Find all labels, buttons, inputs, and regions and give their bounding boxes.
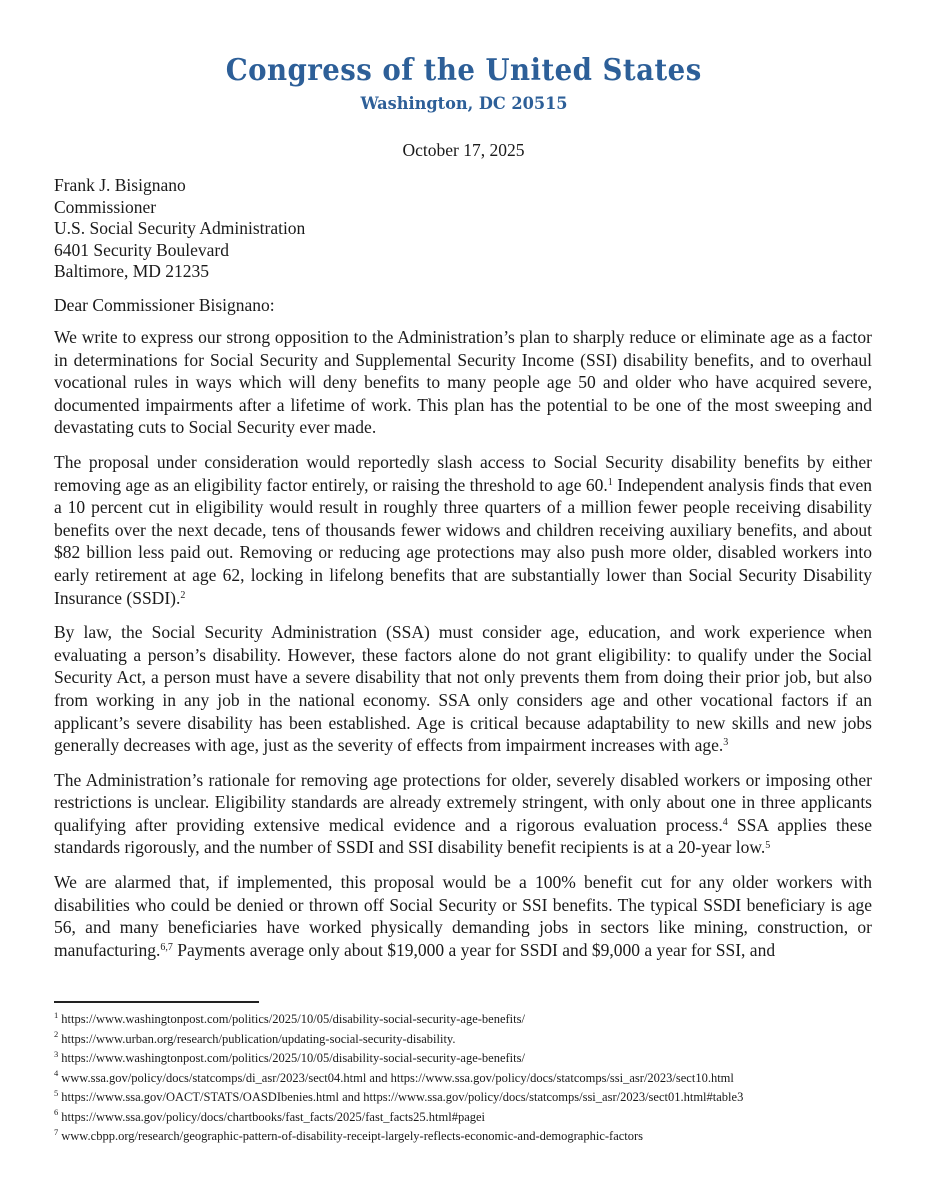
body-paragraph [54,871,872,961]
recipient-organization: U.S. Social Security Administration [54,218,306,238]
footnote-divider [54,1001,259,1003]
letter-body [54,326,872,961]
footnote-number: 7 [54,1126,59,1137]
footnote-link[interactable]: https://www.urban.org/research/publication/updating-social-security-disability. [61,1031,456,1046]
footnote-number: 3 [54,1048,59,1059]
paragraph-text: By law, the Social Security Administration (SSA) must consider age, education, and work experience when evaluating a person’s disability. However, these factors alone do not grant eligibility: to qualify under the Social Security Act, a person must have a severe disability that not only prevents them from doing their prior job, but also from working in any job in the national economy. SSA only considers age and other vocational factors if an applicant’s severe disability has been established. Age is critical because adaptability to new skills and new jobs generally decreases with age, just as the severity of effects from impairment increases with age. [54,622,872,756]
paragraph-text: SSA applies these standards rigorously, and the number of SSDI and SSI disability benefit recipients is at a 20-year low. [54,814,872,858]
paragraph-text: The Administration’s rationale for removing age protections for older, severely disabled workers or imposing other restrictions is unclear. Eligibility standards are already extremely stringent, with only about one in three applicants qualifying after providing extensive medical evidence and a rigorous evaluation process. [54,769,872,835]
footnote-number: 5 [54,1087,59,1098]
body-paragraph [54,326,872,439]
footnote [54,1049,874,1069]
footnote-reference[interactable]: 2 [180,589,186,601]
letterhead [0,52,927,116]
footnote-link[interactable]: https://www.washingtonpost.com/politics/2025/10/05/disability-social-security-age-benefits/ [61,1012,525,1026]
footnote-reference[interactable]: 3 [723,737,729,749]
footnote-link[interactable]: www.cbpp.org/research/geographic-pattern-of-disability-receipt-largely-reflects-economic-and-demographic-factors [61,1129,644,1143]
footnote-link[interactable]: www.ssa.gov/policy/docs/statcomps/di_asr/2023/sect04.html and https://www.ssa.gov/policy/docs/statcomps/ssi_asr/2023/sect10.html [61,1070,734,1085]
body-paragraph [54,451,872,609]
body-paragraph [54,621,872,757]
salutation: Dear Commissioner Bisignano: [54,295,275,315]
footnote-reference[interactable]: 1 [607,476,613,488]
footnote [54,1108,874,1128]
footnote-reference[interactable]: 4 [722,817,728,829]
paragraph-text: Independent analysis finds that even a 10 percent cut in eligibility would result in roughly three quarters of a million fewer people receiving disability benefits over the next decade, tens of thousands fewer widows and children receiving auxiliary benefits, and about $82 billion less paid out. Removing or reducing age protections may also push more older, disabled workers into early retirement at age 62, locking in lifelong benefits that are substantially lower than Social Security Disability Insurance (SSDI). [54,474,872,608]
footnote [54,1030,874,1050]
footnote-number: 6 [54,1107,59,1118]
paragraph-text: The proposal under consideration would reportedly slash access to Social Security disability benefits by either removing age as an eligibility factor entirely, or raising the threshold to age 60. [54,451,872,495]
footnote [54,1010,874,1030]
recipient-name: Frank J. Bisignano [54,175,186,195]
footnote [54,1069,874,1089]
footnote-link[interactable]: https://www.washingtonpost.com/politics/2025/10/05/disability-social-security-age-benefits/ [61,1051,525,1065]
footnote-number: 1 [54,1009,59,1020]
recipient-street: 6401 Security Boulevard [54,239,229,260]
paragraph-text: Payments average only about $19,000 a year for SSDI and $9,000 a year for SSI, and [172,939,776,960]
recipient-city-state-zip: Baltimore, MD 21235 [54,261,210,281]
paragraph-text: We are alarmed that, if implemented, this proposal would be a 100% benefit cut for any older workers with disabilities who could be denied or thrown off Social Security or SSI benefits. The typical SSDI beneficiary is age 56, and many beneficiaries have worked physically demanding jobs in sectors like mining, construction, or manufacturing. [54,872,872,960]
footnote-link[interactable]: https://www.ssa.gov/policy/docs/chartbooks/fast_facts/2025/fast_facts25.html#pagei [61,1109,486,1124]
letter-date: October 17, 2025 [402,140,525,160]
paragraph-text: We write to express our strong opposition to the Administration’s plan to sharply reduce or eliminate age as a factor in determinations for Social Security and Supplemental Security Income (SSI) disability benefits, and to overhaul vocational rules in ways which will deny benefits to many people age 50 and older who have acquired severe, documented impairments after a lifetime of work. This plan has the potential to be one of the most sweeping and devastating cuts to Social Security ever made. [54,327,872,438]
recipient-title: Commissioner [54,196,157,217]
footnote-link[interactable]: https://www.ssa.gov/OACT/STATS/OASDIbenies.html and https://www.ssa.gov/policy/docs/statcomps/ssi_asr/2023/sect01.html#table3 [61,1090,744,1104]
footnote [54,1088,874,1108]
footnote-number: 2 [54,1029,59,1040]
body-paragraph [54,769,872,859]
letterhead-title: Congress of the United States [225,53,702,88]
recipient-address [54,175,305,283]
footnote-number: 4 [54,1068,59,1079]
footnote [54,1127,874,1147]
footnote-reference[interactable]: 5 [765,839,771,851]
footnote-reference[interactable]: 6,7 [160,942,173,954]
footnotes [54,1010,874,1147]
letterhead-subtitle: Washington, DC 20515 [359,94,568,114]
